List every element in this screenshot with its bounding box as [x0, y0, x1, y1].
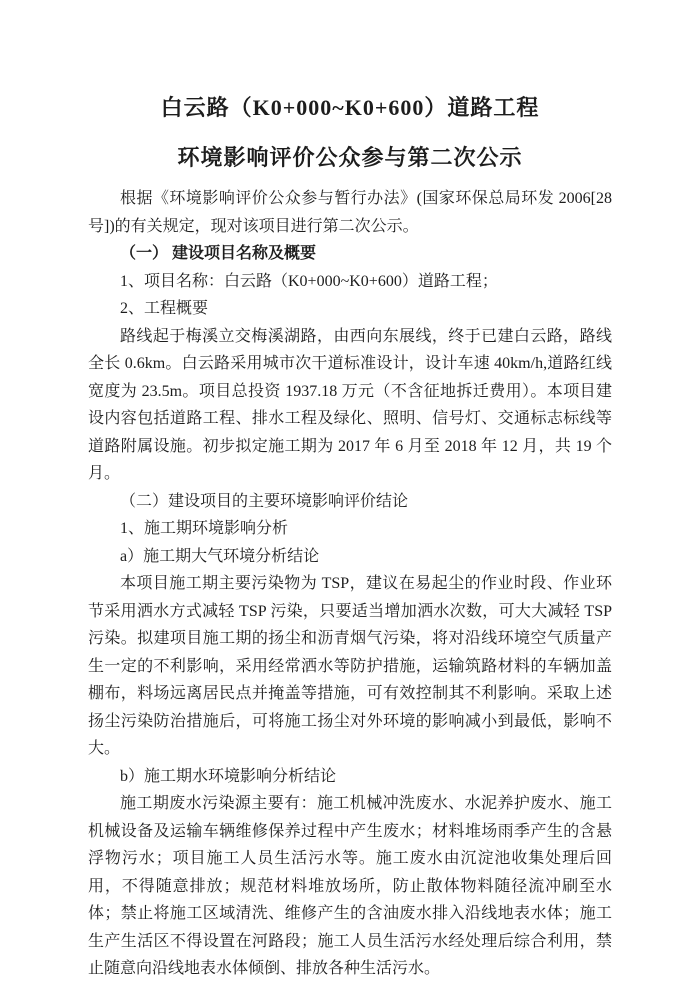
list-item-project-name: 1、项目名称：白云路（K0+000~K0+600）道路工程； — [120, 272, 498, 290]
paragraph-air-impact: 本项目施工期主要污染物为 TSP，建议在易起尘的作业时段、作业环节采用洒水方式减轻 TSP 污染，只要适当增加洒水次数，可大大减轻 TSP 污染。拟建项目施工期的扬尘和沥青烟气污染，将对沿线环境空气质量产生一定的不利影响，采用经常洒水等防护措施，运输筑路材料的车辆加盖棚布，料场远离居民点并掩盖等措施，可有效控制其不利影响。采取上述扬尘污染防治措施后，可将施工扬尘对外环境的影响减小到最低，影响不大。 — [88, 575, 612, 757]
document-title-line1: 白云路（K0+000~K0+600）道路工程 — [160, 95, 540, 120]
paragraph-intro: 根据《环境影响评价公众参与暂行办法》(国家环保总局环发 2006[28 号])的有关规定，现对该项目进行第二次公示。 — [88, 190, 612, 235]
document-title-line2: 环境影响评价公众参与第二次公示 — [177, 145, 523, 170]
list-item-air-conclusion: a）施工期大气环境分析结论 — [120, 547, 320, 565]
heading-section-two: （二）建设项目的主要环境影响评价结论 — [120, 492, 409, 510]
paragraph-project-overview: 路线起于梅溪立交梅溪湖路，由西向东展线，终于已建白云路，路线全长 0.6km。白云路采用城市次干道标准设计，设计车速 40km/h,道路红线宽度为 23.5m。项目总投资 1937.18 万元（不含征地拆迁费用）。本项目建设内容包括道路工程、排水工程及绿化、照明、信号灯、交通标志标线等道路附属设施。初步拟定施工期为 2017 年 6 月至 2018 年 12 月，共 19 个月。 — [88, 327, 612, 482]
heading-section-one: （一） 建设项目名称及概要 — [120, 245, 317, 262]
list-item-construction-impact: 1、施工期环境影响分析 — [120, 520, 289, 537]
paragraph-water-impact: 施工期废水污染源主要有：施工机械冲洗废水、水泥养护废水、施工机械设备及运输车辆维修保养过程中产生废水；材料堆场雨季产生的含悬浮物污水；项目施工人员生活污水等。施工废水由沉淀池收集处理后回用，不得随意排放；规范材料堆放场所，防止散体物料随径流冲刷至水体；禁止将施工区域清洗、维修产生的含油废水排入沿线地表水体；施工生产生活区不得设置在河路段；施工人员生活污水经处理后综合利用，禁止随意向沿线地表水体倾倒、排放各种生活污水。 — [88, 795, 612, 977]
list-item-water-conclusion: b）施工期水环境影响分析结论 — [120, 767, 337, 785]
document-title — [88, 83, 612, 183]
list-item-project-overview: 2、工程概要 — [120, 300, 209, 317]
